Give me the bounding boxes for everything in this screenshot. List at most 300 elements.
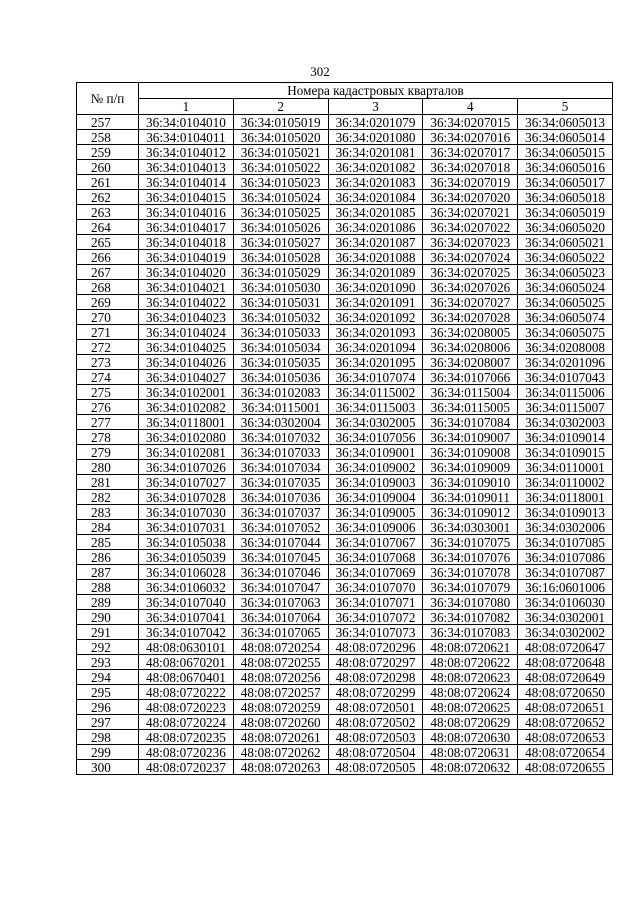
cadastral-number-cell: 36:34:0115004 bbox=[423, 385, 518, 400]
row-number-cell: 287 bbox=[77, 565, 139, 580]
cadastral-number-cell: 48:08:0720649 bbox=[518, 670, 613, 685]
row-number-cell: 264 bbox=[77, 220, 139, 235]
cadastral-number-cell: 36:34:0107084 bbox=[423, 415, 518, 430]
cadastral-number-cell: 36:16:0601006 bbox=[518, 580, 613, 595]
cadastral-number-cell: 36:34:0208007 bbox=[423, 355, 518, 370]
table-row bbox=[77, 460, 613, 475]
cadastral-number-cell: 48:08:0720254 bbox=[233, 640, 328, 655]
cadastral-number-cell: 36:34:0605014 bbox=[518, 130, 613, 145]
cadastral-number-cell: 48:08:0720224 bbox=[139, 715, 234, 730]
table-row bbox=[77, 220, 613, 235]
cadastral-number-cell: 36:34:0109010 bbox=[423, 475, 518, 490]
cadastral-number-cell: 36:34:0109002 bbox=[328, 460, 423, 475]
cadastral-number-cell: 48:08:0720298 bbox=[328, 670, 423, 685]
cadastral-number-cell: 36:34:0302001 bbox=[518, 610, 613, 625]
cadastral-number-cell: 36:34:0109012 bbox=[423, 505, 518, 520]
cadastral-number-cell: 48:08:0720648 bbox=[518, 655, 613, 670]
cadastral-number-cell: 36:34:0207015 bbox=[423, 115, 518, 130]
cadastral-number-cell: 48:08:0720256 bbox=[233, 670, 328, 685]
row-number-cell: 257 bbox=[77, 115, 139, 130]
row-number-cell: 259 bbox=[77, 145, 139, 160]
cadastral-number-cell: 36:34:0107079 bbox=[423, 580, 518, 595]
cadastral-number-cell: 48:08:0720235 bbox=[139, 730, 234, 745]
cadastral-number-cell: 48:08:0720296 bbox=[328, 640, 423, 655]
row-number-cell: 265 bbox=[77, 235, 139, 250]
row-number-cell: 276 bbox=[77, 400, 139, 415]
table-row bbox=[77, 730, 613, 745]
cadastral-number-cell: 36:34:0201092 bbox=[328, 310, 423, 325]
cadastral-number-cell: 36:34:0201091 bbox=[328, 295, 423, 310]
table-row bbox=[77, 535, 613, 550]
cadastral-number-cell: 36:34:0104017 bbox=[139, 220, 234, 235]
cadastral-number-cell: 36:34:0102001 bbox=[139, 385, 234, 400]
row-number-cell: 294 bbox=[77, 670, 139, 685]
cadastral-number-cell: 36:34:0105027 bbox=[233, 235, 328, 250]
table-row bbox=[77, 700, 613, 715]
cadastral-number-cell: 36:34:0107045 bbox=[233, 550, 328, 565]
cadastral-number-cell: 36:34:0104021 bbox=[139, 280, 234, 295]
cadastral-number-cell: 48:08:0720651 bbox=[518, 700, 613, 715]
column-header: 1 bbox=[139, 99, 234, 115]
cadastral-number-cell: 36:34:0109015 bbox=[518, 445, 613, 460]
cadastral-number-cell: 36:34:0201088 bbox=[328, 250, 423, 265]
cadastral-number-cell: 36:34:0102081 bbox=[139, 445, 234, 460]
cadastral-number-cell: 36:34:0105024 bbox=[233, 190, 328, 205]
cadastral-number-cell: 36:34:0207018 bbox=[423, 160, 518, 175]
table-row bbox=[77, 715, 613, 730]
cadastral-number-cell: 48:08:0720624 bbox=[423, 685, 518, 700]
cadastral-quarters-table bbox=[76, 82, 613, 775]
cadastral-number-cell: 36:34:0115005 bbox=[423, 400, 518, 415]
table-row bbox=[77, 295, 613, 310]
row-number-cell: 283 bbox=[77, 505, 139, 520]
cadastral-number-cell: 48:08:0720652 bbox=[518, 715, 613, 730]
cadastral-number-cell: 36:34:0107043 bbox=[518, 370, 613, 385]
cadastral-number-cell: 36:34:0201095 bbox=[328, 355, 423, 370]
cadastral-number-cell: 36:34:0605018 bbox=[518, 190, 613, 205]
cadastral-number-cell: 36:34:0104014 bbox=[139, 175, 234, 190]
row-number-cell: 284 bbox=[77, 520, 139, 535]
cadastral-number-cell: 36:34:0605022 bbox=[518, 250, 613, 265]
cadastral-number-cell: 36:34:0107068 bbox=[328, 550, 423, 565]
table-row bbox=[77, 640, 613, 655]
cadastral-number-cell: 48:08:0720223 bbox=[139, 700, 234, 715]
cadastral-number-cell: 48:08:0720261 bbox=[233, 730, 328, 745]
cadastral-number-cell: 48:08:0720503 bbox=[328, 730, 423, 745]
cadastral-number-cell: 48:08:0720501 bbox=[328, 700, 423, 715]
cadastral-number-cell: 36:34:0102083 bbox=[233, 385, 328, 400]
column-header: 5 bbox=[518, 99, 613, 115]
cadastral-number-cell: 36:34:0207024 bbox=[423, 250, 518, 265]
row-number-cell: 290 bbox=[77, 610, 139, 625]
table-row bbox=[77, 595, 613, 610]
cadastral-number-cell: 36:34:0302002 bbox=[518, 625, 613, 640]
column-header: 4 bbox=[423, 99, 518, 115]
table-row bbox=[77, 625, 613, 640]
cadastral-number-cell: 36:34:0105025 bbox=[233, 205, 328, 220]
cadastral-number-cell: 36:34:0207019 bbox=[423, 175, 518, 190]
table-row bbox=[77, 400, 613, 415]
cadastral-number-cell: 36:34:0201084 bbox=[328, 190, 423, 205]
column-header: 3 bbox=[328, 99, 423, 115]
table-row bbox=[77, 610, 613, 625]
header-row-number: № п/п bbox=[77, 83, 139, 115]
cadastral-number-cell: 48:08:0720625 bbox=[423, 700, 518, 715]
table-row bbox=[77, 235, 613, 250]
row-number-cell: 274 bbox=[77, 370, 139, 385]
cadastral-number-cell: 36:34:0104019 bbox=[139, 250, 234, 265]
cadastral-number-cell: 36:34:0107056 bbox=[328, 430, 423, 445]
cadastral-number-cell: 48:08:0720297 bbox=[328, 655, 423, 670]
cadastral-number-cell: 36:34:0107032 bbox=[233, 430, 328, 445]
cadastral-number-cell: 36:34:0107030 bbox=[139, 505, 234, 520]
table-row bbox=[77, 160, 613, 175]
table-row bbox=[77, 265, 613, 280]
cadastral-number-cell: 36:34:0105022 bbox=[233, 160, 328, 175]
row-number-cell: 277 bbox=[77, 415, 139, 430]
cadastral-number-cell: 36:34:0107046 bbox=[233, 565, 328, 580]
cadastral-number-cell: 36:34:0107026 bbox=[139, 460, 234, 475]
cadastral-number-cell: 36:34:0605025 bbox=[518, 295, 613, 310]
cadastral-number-cell: 48:08:0720263 bbox=[233, 760, 328, 775]
table-row bbox=[77, 355, 613, 370]
cadastral-number-cell: 36:34:0107086 bbox=[518, 550, 613, 565]
row-number-cell: 275 bbox=[77, 385, 139, 400]
cadastral-number-cell: 36:34:0104011 bbox=[139, 130, 234, 145]
cadastral-number-cell: 48:08:0720222 bbox=[139, 685, 234, 700]
row-number-cell: 296 bbox=[77, 700, 139, 715]
row-number-cell: 299 bbox=[77, 745, 139, 760]
row-number-cell: 281 bbox=[77, 475, 139, 490]
table-row bbox=[77, 205, 613, 220]
cadastral-number-cell: 48:08:0720257 bbox=[233, 685, 328, 700]
cadastral-number-cell: 36:34:0105039 bbox=[139, 550, 234, 565]
cadastral-number-cell: 36:34:0201096 bbox=[518, 355, 613, 370]
cadastral-number-cell: 48:08:0720504 bbox=[328, 745, 423, 760]
cadastral-number-cell: 36:34:0107066 bbox=[423, 370, 518, 385]
cadastral-number-cell: 36:34:0104026 bbox=[139, 355, 234, 370]
row-number-cell: 298 bbox=[77, 730, 139, 745]
cadastral-number-cell: 36:34:0105034 bbox=[233, 340, 328, 355]
cadastral-number-cell: 36:34:0201081 bbox=[328, 145, 423, 160]
cadastral-number-cell: 36:34:0107083 bbox=[423, 625, 518, 640]
cadastral-number-cell: 36:34:0115001 bbox=[233, 400, 328, 415]
cadastral-number-cell: 36:34:0302006 bbox=[518, 520, 613, 535]
row-number-cell: 269 bbox=[77, 295, 139, 310]
row-number-cell: 267 bbox=[77, 265, 139, 280]
cadastral-number-cell: 36:34:0104016 bbox=[139, 205, 234, 220]
cadastral-number-cell: 36:34:0104022 bbox=[139, 295, 234, 310]
table-row bbox=[77, 430, 613, 445]
cadastral-number-cell: 36:34:0104025 bbox=[139, 340, 234, 355]
cadastral-number-cell: 36:34:0105029 bbox=[233, 265, 328, 280]
cadastral-number-cell: 36:34:0102082 bbox=[139, 400, 234, 415]
row-number-cell: 295 bbox=[77, 685, 139, 700]
cadastral-number-cell: 36:34:0207016 bbox=[423, 130, 518, 145]
cadastral-number-cell: 36:34:0105033 bbox=[233, 325, 328, 340]
row-number-cell: 266 bbox=[77, 250, 139, 265]
table-row bbox=[77, 475, 613, 490]
cadastral-number-cell: 36:34:0107041 bbox=[139, 610, 234, 625]
cadastral-number-cell: 36:34:0109005 bbox=[328, 505, 423, 520]
cadastral-number-cell: 36:34:0102080 bbox=[139, 430, 234, 445]
cadastral-number-cell: 36:34:0115006 bbox=[518, 385, 613, 400]
cadastral-number-cell: 36:34:0104012 bbox=[139, 145, 234, 160]
cadastral-number-cell: 36:34:0107042 bbox=[139, 625, 234, 640]
cadastral-number-cell: 36:34:0107085 bbox=[518, 535, 613, 550]
cadastral-number-cell: 48:08:0720655 bbox=[518, 760, 613, 775]
table-row bbox=[77, 490, 613, 505]
cadastral-number-cell: 36:34:0109008 bbox=[423, 445, 518, 460]
row-number-cell: 288 bbox=[77, 580, 139, 595]
table-row bbox=[77, 580, 613, 595]
cadastral-number-cell: 48:08:0720630 bbox=[423, 730, 518, 745]
cadastral-number-cell: 36:34:0107071 bbox=[328, 595, 423, 610]
cadastral-number-cell: 36:34:0118001 bbox=[139, 415, 234, 430]
table-row bbox=[77, 130, 613, 145]
cadastral-number-cell: 36:34:0107027 bbox=[139, 475, 234, 490]
cadastral-number-cell: 36:34:0107065 bbox=[233, 625, 328, 640]
cadastral-number-cell: 36:34:0107037 bbox=[233, 505, 328, 520]
cadastral-number-cell: 36:34:0201079 bbox=[328, 115, 423, 130]
cadastral-number-cell: 36:34:0302003 bbox=[518, 415, 613, 430]
row-number-cell: 280 bbox=[77, 460, 139, 475]
cadastral-number-cell: 48:08:0720621 bbox=[423, 640, 518, 655]
row-number-cell: 289 bbox=[77, 595, 139, 610]
cadastral-number-cell: 48:08:0720653 bbox=[518, 730, 613, 745]
cadastral-number-cell: 36:34:0207026 bbox=[423, 280, 518, 295]
cadastral-number-cell: 36:34:0201086 bbox=[328, 220, 423, 235]
cadastral-number-cell: 36:34:0207022 bbox=[423, 220, 518, 235]
cadastral-number-cell: 36:34:0208006 bbox=[423, 340, 518, 355]
cadastral-number-cell: 36:34:0605013 bbox=[518, 115, 613, 130]
cadastral-number-cell: 36:34:0107052 bbox=[233, 520, 328, 535]
cadastral-number-cell: 36:34:0207021 bbox=[423, 205, 518, 220]
cadastral-number-cell: 48:08:0720502 bbox=[328, 715, 423, 730]
table-row bbox=[77, 745, 613, 760]
cadastral-number-cell: 36:34:0605017 bbox=[518, 175, 613, 190]
cadastral-number-cell: 36:34:0105030 bbox=[233, 280, 328, 295]
cadastral-number-cell: 48:08:0630101 bbox=[139, 640, 234, 655]
cadastral-number-cell: 48:08:0720632 bbox=[423, 760, 518, 775]
cadastral-number-cell: 36:34:0207027 bbox=[423, 295, 518, 310]
table-row bbox=[77, 310, 613, 325]
row-number-cell: 293 bbox=[77, 655, 139, 670]
cadastral-number-cell: 36:34:0105019 bbox=[233, 115, 328, 130]
cadastral-number-cell: 48:08:0720623 bbox=[423, 670, 518, 685]
cadastral-number-cell: 48:08:0720505 bbox=[328, 760, 423, 775]
row-number-cell: 273 bbox=[77, 355, 139, 370]
cadastral-number-cell: 36:34:0201090 bbox=[328, 280, 423, 295]
row-number-cell: 300 bbox=[77, 760, 139, 775]
cadastral-number-cell: 36:34:0109007 bbox=[423, 430, 518, 445]
cadastral-number-cell: 36:34:0207017 bbox=[423, 145, 518, 160]
cadastral-number-cell: 36:34:0605023 bbox=[518, 265, 613, 280]
cadastral-number-cell: 36:34:0107074 bbox=[328, 370, 423, 385]
cadastral-number-cell: 36:34:0302004 bbox=[233, 415, 328, 430]
table-row bbox=[77, 370, 613, 385]
row-number-cell: 278 bbox=[77, 430, 139, 445]
row-number-cell: 282 bbox=[77, 490, 139, 505]
table-row bbox=[77, 520, 613, 535]
cadastral-number-cell: 48:08:0720262 bbox=[233, 745, 328, 760]
cadastral-number-cell: 36:34:0302005 bbox=[328, 415, 423, 430]
cadastral-number-cell: 36:34:0107063 bbox=[233, 595, 328, 610]
cadastral-number-cell: 36:34:0107033 bbox=[233, 445, 328, 460]
cadastral-number-cell: 36:34:0605021 bbox=[518, 235, 613, 250]
row-number-cell: 262 bbox=[77, 190, 139, 205]
cadastral-number-cell: 36:34:0105032 bbox=[233, 310, 328, 325]
cadastral-number-cell: 36:34:0104024 bbox=[139, 325, 234, 340]
cadastral-number-cell: 48:08:0720654 bbox=[518, 745, 613, 760]
page-number: 302 bbox=[310, 64, 330, 79]
cadastral-number-cell: 36:34:0107075 bbox=[423, 535, 518, 550]
table-row bbox=[77, 760, 613, 775]
cadastral-number-cell: 36:34:0107035 bbox=[233, 475, 328, 490]
cadastral-number-cell: 36:34:0207028 bbox=[423, 310, 518, 325]
cadastral-number-cell: 48:08:0720259 bbox=[233, 700, 328, 715]
cadastral-number-cell: 36:34:0105023 bbox=[233, 175, 328, 190]
cadastral-number-cell: 48:08:0720631 bbox=[423, 745, 518, 760]
cadastral-number-cell: 36:34:0106032 bbox=[139, 580, 234, 595]
cadastral-number-cell: 36:34:0605019 bbox=[518, 205, 613, 220]
cadastral-number-cell: 36:34:0207020 bbox=[423, 190, 518, 205]
row-number-cell: 270 bbox=[77, 310, 139, 325]
cadastral-number-cell: 36:34:0303001 bbox=[423, 520, 518, 535]
cadastral-number-cell: 48:08:0670401 bbox=[139, 670, 234, 685]
cadastral-number-cell: 36:34:0107087 bbox=[518, 565, 613, 580]
cadastral-number-cell: 36:34:0107076 bbox=[423, 550, 518, 565]
cadastral-number-cell: 36:34:0605075 bbox=[518, 325, 613, 340]
cadastral-number-cell: 36:34:0208005 bbox=[423, 325, 518, 340]
cadastral-number-cell: 36:34:0104018 bbox=[139, 235, 234, 250]
cadastral-number-cell: 48:08:0720299 bbox=[328, 685, 423, 700]
cadastral-number-cell: 36:34:0605074 bbox=[518, 310, 613, 325]
row-number-cell: 261 bbox=[77, 175, 139, 190]
column-header: 2 bbox=[233, 99, 328, 115]
cadastral-number-cell: 36:34:0104013 bbox=[139, 160, 234, 175]
cadastral-number-cell: 36:34:0107072 bbox=[328, 610, 423, 625]
cadastral-number-cell: 36:34:0105036 bbox=[233, 370, 328, 385]
cadastral-number-cell: 36:34:0115003 bbox=[328, 400, 423, 415]
cadastral-number-cell: 36:34:0104015 bbox=[139, 190, 234, 205]
row-number-cell: 297 bbox=[77, 715, 139, 730]
row-number-cell: 291 bbox=[77, 625, 139, 640]
cadastral-number-cell: 36:34:0107031 bbox=[139, 520, 234, 535]
cadastral-number-cell: 36:34:0105031 bbox=[233, 295, 328, 310]
cadastral-number-cell: 36:34:0107036 bbox=[233, 490, 328, 505]
cadastral-number-cell: 36:34:0107064 bbox=[233, 610, 328, 625]
row-number-cell: 268 bbox=[77, 280, 139, 295]
table-body bbox=[77, 115, 613, 775]
cadastral-number-cell: 36:34:0201087 bbox=[328, 235, 423, 250]
cadastral-number-cell: 36:34:0109003 bbox=[328, 475, 423, 490]
table-row bbox=[77, 670, 613, 685]
table-row bbox=[77, 250, 613, 265]
row-number-cell: 292 bbox=[77, 640, 139, 655]
table-row bbox=[77, 685, 613, 700]
table-row bbox=[77, 340, 613, 355]
cadastral-number-cell: 36:34:0605024 bbox=[518, 280, 613, 295]
cadastral-number-cell: 36:34:0107078 bbox=[423, 565, 518, 580]
cadastral-number-cell: 36:34:0104010 bbox=[139, 115, 234, 130]
cadastral-number-cell: 48:08:0720260 bbox=[233, 715, 328, 730]
row-number-cell: 279 bbox=[77, 445, 139, 460]
table-row bbox=[77, 385, 613, 400]
cadastral-number-cell: 36:34:0207025 bbox=[423, 265, 518, 280]
cadastral-number-cell: 36:34:0105035 bbox=[233, 355, 328, 370]
cadastral-number-cell: 36:34:0106028 bbox=[139, 565, 234, 580]
cadastral-number-cell: 36:34:0107073 bbox=[328, 625, 423, 640]
cadastral-number-cell: 36:34:0115002 bbox=[328, 385, 423, 400]
cadastral-number-cell: 48:08:0720255 bbox=[233, 655, 328, 670]
cadastral-number-cell: 36:34:0118001 bbox=[518, 490, 613, 505]
cadastral-number-cell: 36:34:0109004 bbox=[328, 490, 423, 505]
row-number-cell: 258 bbox=[77, 130, 139, 145]
row-number-cell: 263 bbox=[77, 205, 139, 220]
table-row bbox=[77, 565, 613, 580]
cadastral-number-cell: 36:34:0107067 bbox=[328, 535, 423, 550]
cadastral-number-cell: 48:08:0720622 bbox=[423, 655, 518, 670]
cadastral-number-cell: 48:08:0720629 bbox=[423, 715, 518, 730]
cadastral-number-cell: 48:08:0720236 bbox=[139, 745, 234, 760]
row-number-cell: 260 bbox=[77, 160, 139, 175]
cadastral-number-cell: 36:34:0105028 bbox=[233, 250, 328, 265]
cadastral-number-cell: 36:34:0106030 bbox=[518, 595, 613, 610]
cadastral-number-cell: 36:34:0201083 bbox=[328, 175, 423, 190]
cadastral-number-cell: 36:34:0105021 bbox=[233, 145, 328, 160]
cadastral-number-cell: 36:34:0107034 bbox=[233, 460, 328, 475]
table-row bbox=[77, 280, 613, 295]
row-number-cell: 271 bbox=[77, 325, 139, 340]
cadastral-number-cell: 36:34:0208008 bbox=[518, 340, 613, 355]
table-row bbox=[77, 145, 613, 160]
cadastral-number-cell: 36:34:0107080 bbox=[423, 595, 518, 610]
table-row bbox=[77, 325, 613, 340]
table-row bbox=[77, 550, 613, 565]
cadastral-number-cell: 36:34:0109013 bbox=[518, 505, 613, 520]
cadastral-number-cell: 36:34:0201082 bbox=[328, 160, 423, 175]
cadastral-number-cell: 36:34:0201093 bbox=[328, 325, 423, 340]
row-number-cell: 286 bbox=[77, 550, 139, 565]
table-row bbox=[77, 115, 613, 130]
table-row bbox=[77, 505, 613, 520]
cadastral-number-cell: 36:34:0107028 bbox=[139, 490, 234, 505]
cadastral-number-cell: 36:34:0201094 bbox=[328, 340, 423, 355]
cadastral-number-cell: 36:34:0104027 bbox=[139, 370, 234, 385]
table-row bbox=[77, 415, 613, 430]
cadastral-number-cell: 36:34:0107047 bbox=[233, 580, 328, 595]
cadastral-number-cell: 36:34:0201085 bbox=[328, 205, 423, 220]
cadastral-number-cell: 36:34:0115007 bbox=[518, 400, 613, 415]
cadastral-number-cell: 36:34:0109014 bbox=[518, 430, 613, 445]
cadastral-number-cell: 36:34:0107082 bbox=[423, 610, 518, 625]
cadastral-number-cell: 36:34:0207023 bbox=[423, 235, 518, 250]
cadastral-number-cell: 36:34:0109001 bbox=[328, 445, 423, 460]
cadastral-number-cell: 36:34:0104023 bbox=[139, 310, 234, 325]
cadastral-number-cell: 36:34:0201089 bbox=[328, 265, 423, 280]
cadastral-number-cell: 36:34:0107044 bbox=[233, 535, 328, 550]
cadastral-number-cell: 36:34:0109011 bbox=[423, 490, 518, 505]
header-cadastral-quarters: Номера кадастровых кварталов bbox=[139, 83, 613, 99]
cadastral-number-cell: 36:34:0109006 bbox=[328, 520, 423, 535]
cadastral-number-cell: 36:34:0605015 bbox=[518, 145, 613, 160]
cadastral-number-cell: 36:34:0107040 bbox=[139, 595, 234, 610]
cadastral-number-cell: 36:34:0105020 bbox=[233, 130, 328, 145]
table-row bbox=[77, 190, 613, 205]
cadastral-number-cell: 36:34:0110001 bbox=[518, 460, 613, 475]
cadastral-number-cell: 36:34:0105038 bbox=[139, 535, 234, 550]
